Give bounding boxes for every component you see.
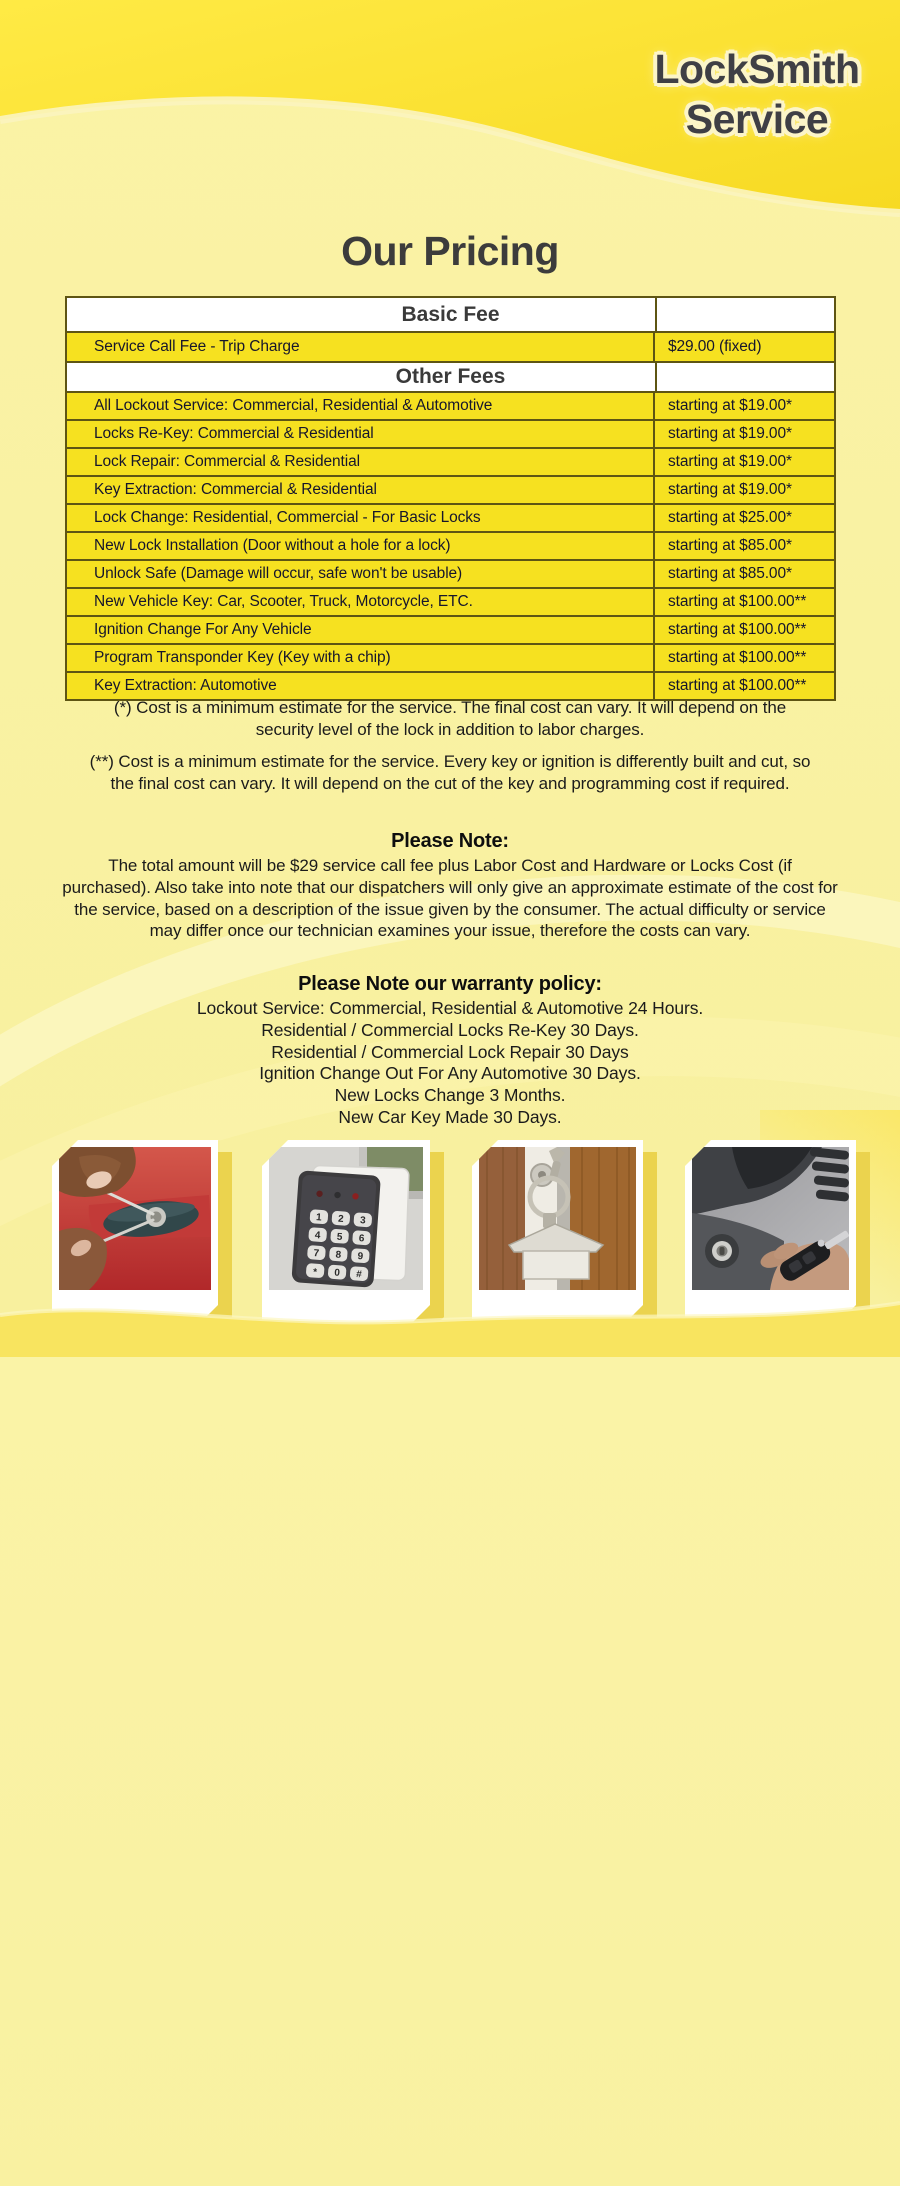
warranty-item: Residential / Commercial Lock Repair 30 Days [271,1041,629,1062]
section-header-other-fees [67,361,834,391]
price-cell: starting at $25.00* [668,509,792,526]
keypad-digit: 4 [314,1230,321,1242]
other-fees-rows [67,391,834,699]
warranty-item: Ignition Change Out For Any Automotive 30 Days. [259,1063,641,1084]
please-note-heading: Please Note: [391,830,509,852]
service-cell: New Lock Installation (Door without a hole for a lock) [67,533,655,559]
keypad-digit: 5 [336,1231,343,1243]
logo-line-locksmith: LockSmith [654,46,860,92]
car-door-lock-picking-photo [59,1147,211,1290]
table-row [67,447,834,475]
table-row [67,615,834,643]
basic-fee-rows [67,331,834,361]
service-cell: All Lockout Service: Commercial, Residential & Automotive [67,393,655,419]
keypad-digit: 8 [335,1249,342,1261]
table-row [67,419,834,447]
section-header-label: Basic Fee [401,302,500,326]
keypad-key: * [312,1267,318,1279]
service-cell: Service Call Fee - Trip Charge [67,333,655,361]
table-row [67,393,834,419]
section-header-label: Other Fees [395,365,506,388]
footnote-double-star: (**) Cost is a minimum estimate for the service. Every key or ignition is differently built and cut, so the final cost can vary. It will depend on the cut of the key and programming cost if required. [89,752,811,793]
section-header-basic-fee [67,298,834,331]
price-cell: starting at $19.00* [668,425,792,442]
keypad-key: # [355,1269,363,1281]
service-cell: Ignition Change For Any Vehicle [67,617,655,643]
keypad-digit: 7 [313,1248,320,1260]
car-ignition-key-photo [692,1147,849,1290]
warranty-item: New Car Key Made 30 Days. [338,1106,562,1127]
price-cell: starting at $100.00** [668,677,807,694]
column-divider [655,298,657,331]
price-cell: starting at $100.00** [668,649,807,666]
service-cell: Key Extraction: Automotive [67,673,655,699]
warranty-list [0,998,900,1129]
warranty-heading: Please Note our warranty policy: [298,973,602,995]
keypad-digit: 1 [315,1212,323,1224]
warranty-item: Residential / Commercial Locks Re-Key 30 Days. [261,1019,639,1040]
keypad-digit: 2 [337,1213,344,1225]
service-cell: Unlock Safe (Damage will occur, safe won't be usable) [67,561,655,587]
price-cell: starting at $19.00* [668,453,792,470]
table-row [67,559,834,587]
price-cell: starting at $100.00** [668,593,807,610]
warranty-item: Lockout Service: Commercial, Residential & Automotive 24 Hours. [196,998,704,1018]
house-keys-on-door-photo [479,1147,636,1290]
page-title: Our Pricing [341,228,559,274]
service-cell: Key Extraction: Commercial & Residential [67,477,655,503]
service-cell: Locks Re-Key: Commercial & Residential [67,421,655,447]
price-cell: starting at $19.00* [668,481,792,498]
price-cell: starting at $85.00* [668,565,792,582]
table-row [67,333,834,361]
service-cell: New Vehicle Key: Car, Scooter, Truck, Motorcycle, ETC. [67,589,655,615]
keypad-digit: 6 [358,1233,365,1245]
price-cell: $29.00 (fixed) [668,338,762,355]
service-cell: Program Transponder Key (Key with a chip) [67,645,655,671]
keypad-digit: 9 [357,1251,364,1263]
warranty-item: New Locks Change 3 Months. [334,1085,566,1106]
table-row [67,531,834,559]
logo [632,44,882,144]
column-divider [655,363,657,391]
price-cell: starting at $19.00* [668,397,792,414]
service-cell: Lock Change: Residential, Commercial - For Basic Locks [67,505,655,531]
price-cell: starting at $100.00** [668,621,807,638]
keypad-digit: 3 [359,1215,366,1227]
pricing-table [65,296,836,701]
logo-line-service: Service [685,96,829,143]
footer-wave [0,1291,900,1357]
keypad-digit: 0 [333,1267,341,1279]
table-row [67,671,834,699]
table-row [67,503,834,531]
please-note-body: The total amount will be $29 service call fee plus Labor Cost and Hardware or Locks Cost (if purchased). Also take into note that our dispatchers will only give an approximate estimate of the cost for the service, based on a description of the issue given by the consumer. The actual difficulty or service may differ once our technician examines your issue, therefore the costs can vary. [62,856,838,941]
table-row [67,587,834,615]
table-row [67,643,834,671]
price-cell: starting at $85.00* [668,537,792,554]
door-keypad-lock-photo [269,1147,423,1290]
table-row [67,475,834,503]
footnote-single-star: (*) Cost is a minimum estimate for the service. The final cost can vary. It will depend on the security level of the lock in addition to labor charges. [113,698,787,739]
service-cell: Lock Repair: Commercial & Residential [67,449,655,475]
